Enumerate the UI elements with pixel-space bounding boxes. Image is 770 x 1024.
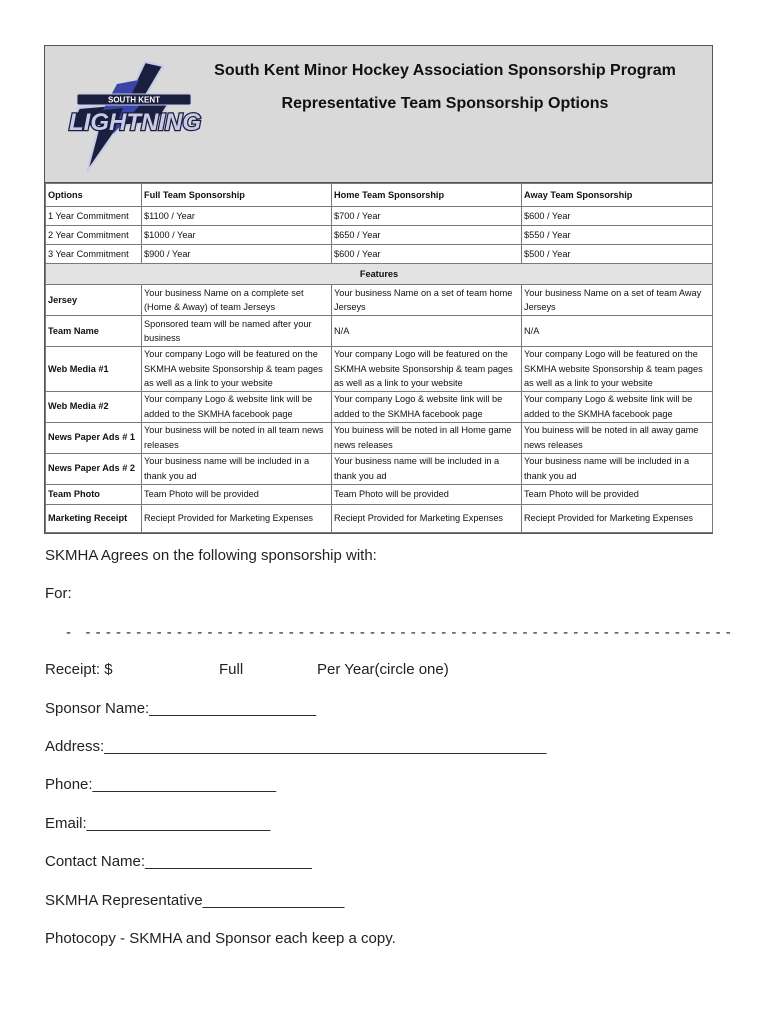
table-cell: $900 / Year	[142, 245, 332, 264]
table-cell: Your business name will be included in a thank you ad	[332, 453, 522, 484]
sponsor-name-field[interactable]: Sponsor Name:____________________	[45, 700, 317, 717]
row-label: Marketing Receipt	[46, 504, 142, 532]
row-label: 3 Year Commitment	[46, 245, 142, 264]
receipt-full-option[interactable]: Full	[219, 661, 244, 678]
table-cell: Your business will be noted in all team news releases	[142, 422, 332, 453]
row-label: Jersey	[46, 285, 142, 316]
address-field[interactable]: Address:_____________________________________________________	[45, 738, 547, 755]
agreement-text: SKMHA Agrees on the following sponsorship with:	[45, 547, 377, 564]
sponsorship-sheet	[44, 45, 713, 534]
row-label: News Paper Ads # 2	[46, 453, 142, 484]
table-cell: Your business Name on a complete set (Home & Away) of team Jerseys	[142, 285, 332, 316]
table-row	[46, 207, 713, 226]
header-banner	[45, 46, 712, 183]
table-row	[46, 504, 713, 532]
divider-dashes: - - - - - - - - - - - - - - - - - - - - - - - - - - - - - - - - - - - - - - - - - - - - - - - - - - - - - - - - - - - - - - - - -	[66, 624, 732, 641]
table-cell: Your company Logo & website link will be added to the SKMHA facebook page	[142, 391, 332, 422]
table-cell: N/A	[332, 316, 522, 347]
features-heading-row	[46, 264, 713, 285]
page-subtitle: Representative Team Sponsorship Options	[281, 95, 609, 112]
email-field[interactable]: Email:______________________	[45, 815, 271, 832]
row-label: News Paper Ads # 1	[46, 422, 142, 453]
table-cell: Your company Logo will be featured on the SKMHA website Sponsorship & team pages as well as a link to your website	[142, 347, 332, 392]
row-label: Team Name	[46, 316, 142, 347]
page-title: South Kent Minor Hockey Association Sponsorship Program	[214, 62, 676, 79]
table-header-row	[46, 184, 713, 207]
table-cell: $1000 / Year	[142, 226, 332, 245]
table-row	[46, 453, 713, 484]
table-row	[46, 285, 713, 316]
table-cell: $650 / Year	[332, 226, 522, 245]
table-cell: Reciept Provided for Marketing Expenses	[332, 504, 522, 532]
table-cell: $550 / Year	[522, 226, 713, 245]
table-cell: Your company Logo will be featured on the SKMHA website Sponsorship & team pages as well as a link to your website	[522, 347, 713, 392]
table-cell: Your business name will be included in a thank you ad	[142, 453, 332, 484]
row-label: Web Media #2	[46, 391, 142, 422]
column-header: Options	[46, 184, 142, 207]
receipt-per-year-option[interactable]: Per Year(circle one)	[317, 661, 449, 678]
phone-field[interactable]: Phone:______________________	[45, 776, 277, 793]
table-cell: You buiness will be noted in all Home game news releases	[332, 422, 522, 453]
logo-text-small: SOUTH KENT	[108, 95, 160, 105]
table-cell: N/A	[522, 316, 713, 347]
table-cell: You buiness will be noted in all away game news releases	[522, 422, 713, 453]
column-header: Home Team Sponsorship	[332, 184, 522, 207]
sponsorship-table	[45, 183, 713, 533]
table-cell: Team Photo will be provided	[522, 484, 713, 504]
row-label: 1 Year Commitment	[46, 207, 142, 226]
table-row	[46, 422, 713, 453]
receipt-label: Receipt: $	[45, 661, 113, 678]
row-label: Web Media #1	[46, 347, 142, 392]
photocopy-note: Photocopy - SKMHA and Sponsor each keep a copy.	[45, 930, 396, 947]
table-cell: Reciept Provided for Marketing Expenses	[522, 504, 713, 532]
logo-text-large: LIGHTNING	[69, 109, 201, 136]
features-heading: Features	[46, 264, 713, 285]
table-row	[46, 484, 713, 504]
table-cell: Your company Logo will be featured on the SKMHA website Sponsorship & team pages as well as a link to your website	[332, 347, 522, 392]
table-cell: $500 / Year	[522, 245, 713, 264]
table-cell: Sponsored team will be named after your business	[142, 316, 332, 347]
table-cell: Your business Name on a set of team home Jerseys	[332, 285, 522, 316]
column-header: Away Team Sponsorship	[522, 184, 713, 207]
row-label: 2 Year Commitment	[46, 226, 142, 245]
table-cell: $700 / Year	[332, 207, 522, 226]
table-cell: Team Photo will be provided	[332, 484, 522, 504]
contact-name-field[interactable]: Contact Name:____________________	[45, 853, 312, 870]
column-header: Full Team Sponsorship	[142, 184, 332, 207]
table-row	[46, 226, 713, 245]
table-cell: Your company Logo & website link will be added to the SKMHA facebook page	[522, 391, 713, 422]
table-cell: $600 / Year	[332, 245, 522, 264]
table-cell: Your business Name on a set of team Away Jerseys	[522, 285, 713, 316]
table-cell: Your business name will be included in a thank you ad	[522, 453, 713, 484]
for-label: For:	[45, 585, 72, 602]
table-cell: $1100 / Year	[142, 207, 332, 226]
table-row	[46, 391, 713, 422]
row-label: Team Photo	[46, 484, 142, 504]
table-cell: $600 / Year	[522, 207, 713, 226]
table-row	[46, 316, 713, 347]
table-cell: Your company Logo & website link will be added to the SKMHA facebook page	[332, 391, 522, 422]
table-row	[46, 347, 713, 392]
table-cell: Team Photo will be provided	[142, 484, 332, 504]
representative-field[interactable]: SKMHA Representative_________________	[45, 892, 345, 909]
table-cell: Reciept Provided for Marketing Expenses	[142, 504, 332, 532]
table-row	[46, 245, 713, 264]
